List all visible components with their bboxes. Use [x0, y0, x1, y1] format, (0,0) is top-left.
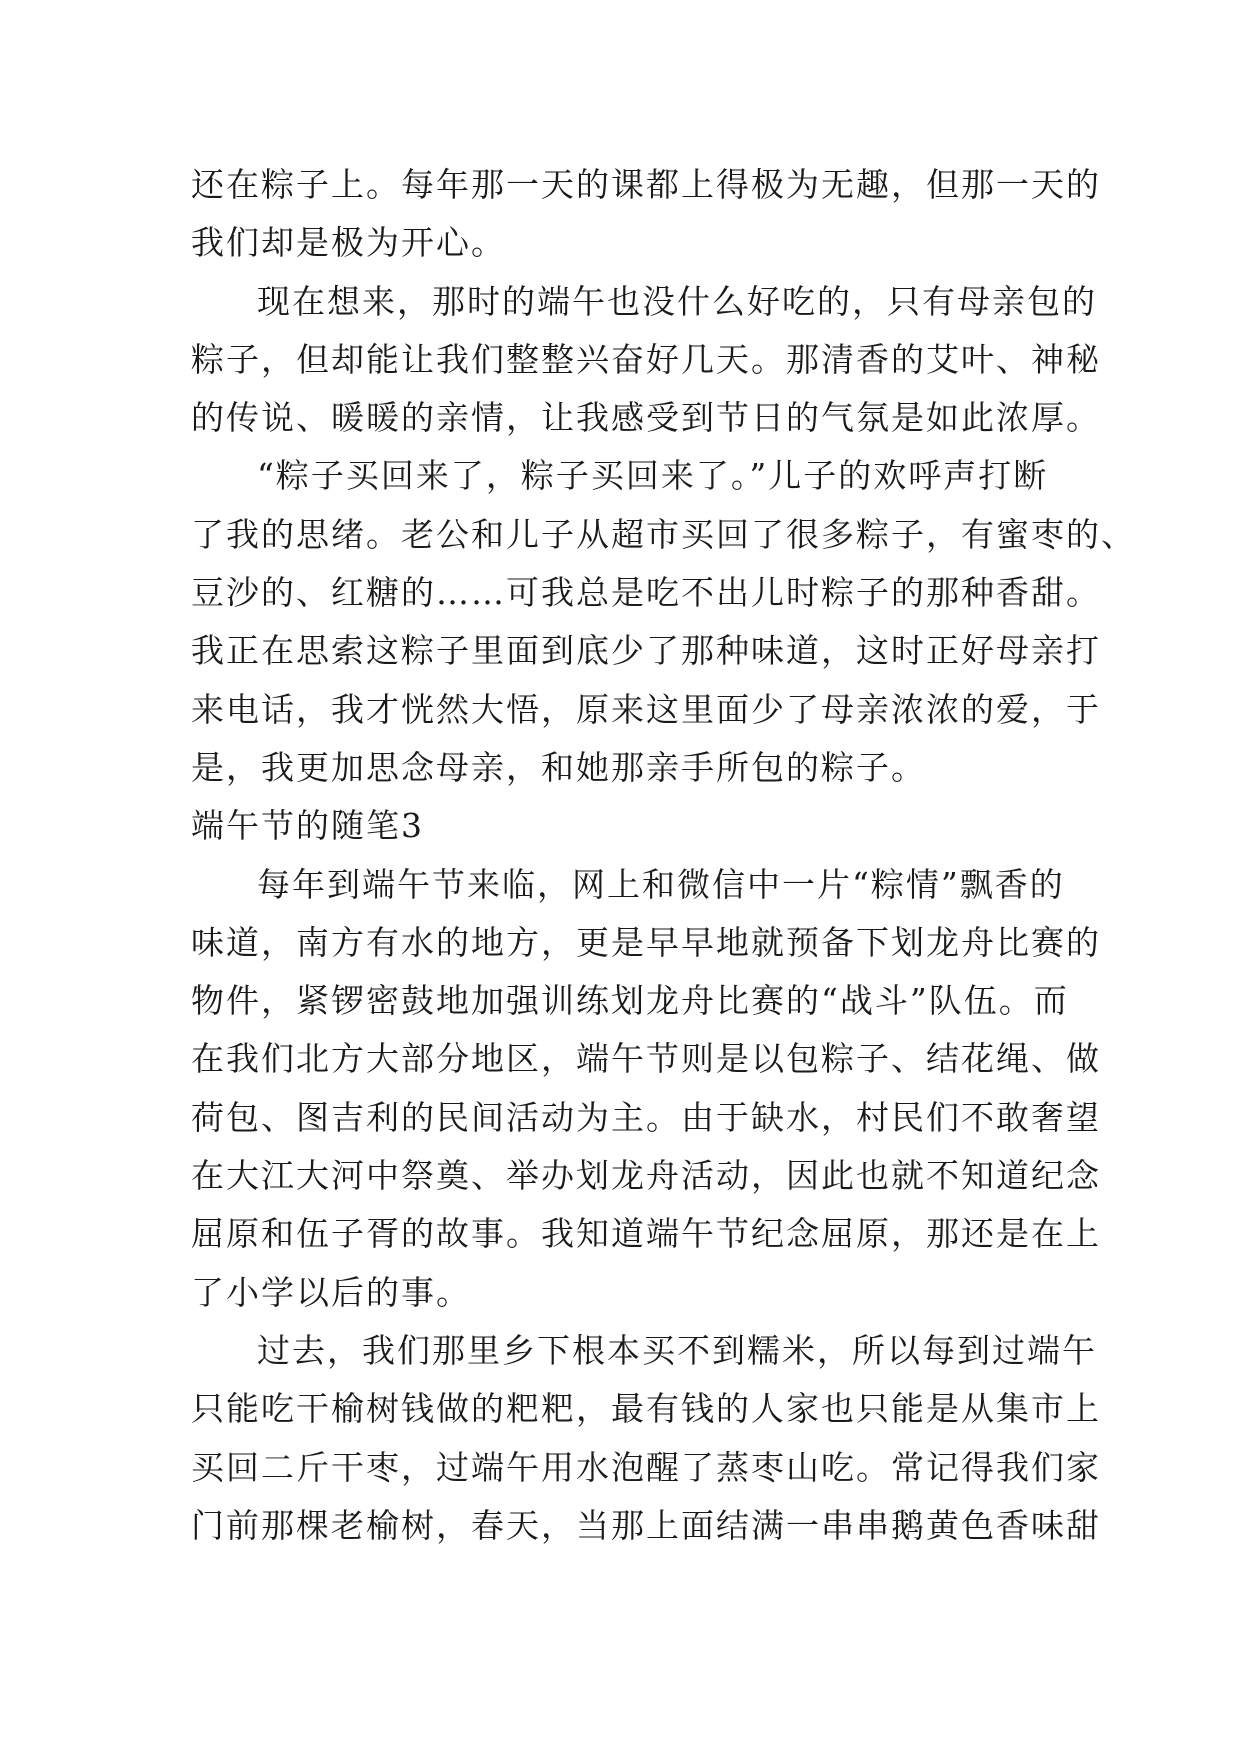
text-line: 来电话，我才恍然大悟，原来这里面少了母亲浓浓的爱，于	[191, 689, 1101, 729]
text-line: 我们却是极为开心。	[191, 223, 506, 263]
text-line: 粽子，但却能让我们整整兴奋好几天。那清香的艾叶、神秘	[191, 339, 1101, 379]
text-line: 味道，南方有水的地方，更是早早地就预备下划龙舟比赛的	[191, 922, 1101, 962]
text-line: 在我们北方大部分地区，端午节则是以包粽子、结花绳、做	[191, 1039, 1101, 1079]
text-line: 门前那棵老榆树，春天，当那上面结满一串串鹅黄色香味甜	[191, 1505, 1101, 1545]
text-line: 在大江大河中祭奠、举办划龙舟活动，因此也就不知道纪念	[191, 1156, 1101, 1196]
text-line: 了我的思绪。老公和儿子从超市买回了很多粽子，有蜜枣的、	[191, 514, 1136, 554]
text-line: 过去，我们那里乡下根本买不到糯米，所以每到过端午	[257, 1330, 1097, 1370]
text-line: 荷包、图吉利的民间活动为主。由于缺水，村民们不敢奢望	[191, 1097, 1101, 1137]
text-line: 屈原和伍子胥的故事。我知道端午节纪念屈原，那还是在上	[191, 1214, 1101, 1254]
paragraph-3	[191, 447, 1136, 797]
text-line: 现在想来，那时的端午也没什么好吃的，只有母亲包的	[257, 281, 1097, 321]
text-line: 买回二斤干枣，过端午用水泡醒了蒸枣山吃。常记得我们家	[191, 1447, 1101, 1487]
text-line: 还在粽子上。每年那一天的课都上得极为无趣，但那一天的	[191, 165, 1101, 204]
document-body	[191, 156, 1136, 1555]
text-line: 物件，紧锣密鼓地加强训练划龙舟比赛的“战斗”队伍。而	[191, 981, 1069, 1021]
paragraph-1	[191, 156, 1101, 273]
text-line: 我正在思索这粽子里面到底少了那种味道，这时正好母亲打	[191, 631, 1101, 671]
text-line: “粽子买回来了，粽子买回来了。”儿子的欢呼声打断	[257, 456, 1049, 496]
paragraph-2	[191, 273, 1101, 448]
paragraph-5	[191, 1322, 1101, 1555]
text-line: 了小学以后的事。	[191, 1272, 471, 1312]
text-line: 豆沙的、红糖的……可我总是吃不出儿时粽子的那种香甜。	[191, 573, 1101, 613]
section-heading: 端午节的随笔3	[191, 806, 424, 846]
text-line: 的传说、暖暖的亲情，让我感受到节日的气氛是如此浓厚。	[191, 398, 1101, 438]
paragraph-4	[191, 856, 1101, 1322]
text-line: 只能吃干榆树钱做的粑粑，最有钱的人家也只能是从集市上	[191, 1389, 1101, 1429]
text-line: 是，我更加思念母亲，和她那亲手所包的粽子。	[191, 747, 926, 787]
text-line: 每年到端午节来临，网上和微信中一片“粽情”飘香的	[257, 864, 1065, 904]
